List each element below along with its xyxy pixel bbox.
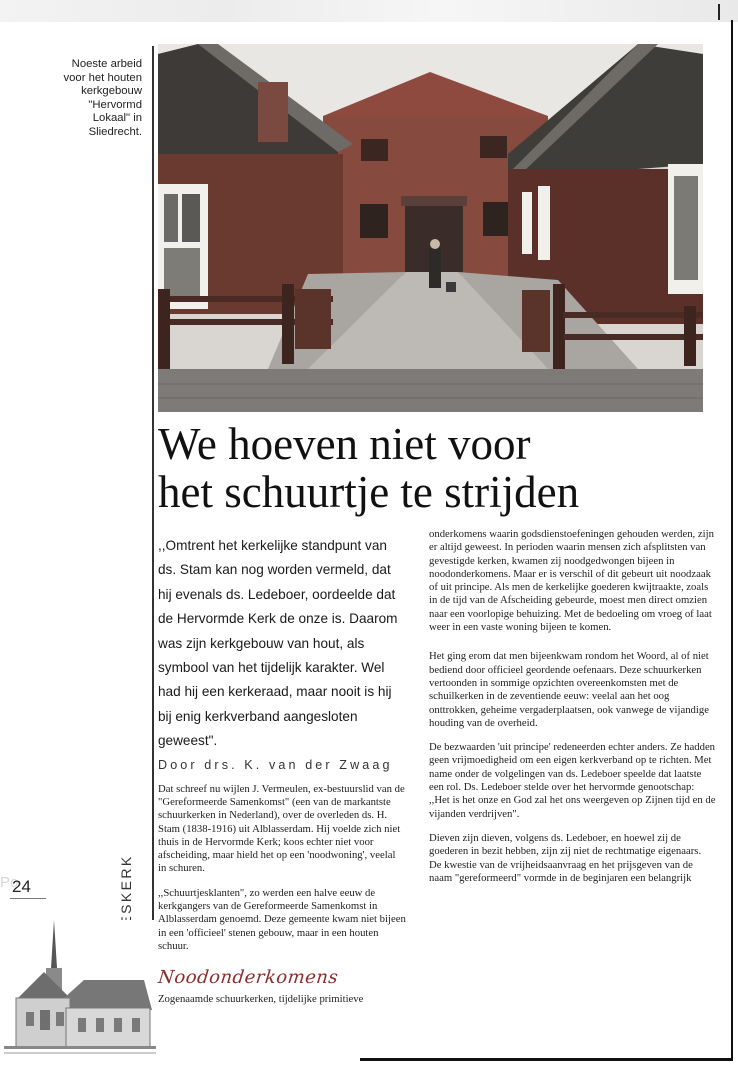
body-paragraph: onderkomens waarin godsdienstoefeningen gehouden werden, zijn er altijd geweest. In perioden waarin mensen zich afsplitsten van gevestigde kerken, kwamen zij noodgedwongen bijeen in noodonderkomens. Maar er is verschil of dit gebeurt uit noodzaak of uit principe. Als men de kerkelijke goederen kwijtraakte, zoals in de tijd van de Afscheiding gebeurde, moest men direct omzien naar een voorlopige behuizing. Met de bedoeling om vroeg of laat weer in een vaste woning bijeen te komen. [429,528,714,634]
church-illustration [4,920,156,1056]
right-margin-rule [731,20,733,1060]
page-number-rule [10,898,46,899]
page-number: 24 [12,877,31,896]
photo-illustration [158,44,703,412]
headline-line-1: We hoeven niet voor [158,419,531,469]
article-photo [158,44,703,412]
section-subhead: Noodonderkomens [157,967,340,989]
body-paragraph: Zogenaamde schuurkerken, tijdelijke primitieve [158,993,364,1006]
body-paragraph: ,,Schuurtjesklanten", zo werden een halve eeuw de kerkgangers van de Gereformeerde Samenkomst in Alblasserdam genoemd. Deze gemeente kwam niet bijeen in een 'officieel' stenen gebouw, maar in een houten schuur. [158,886,406,952]
body-paragraph: Dat schreef nu wijlen J. Vermeulen, ex-bestuurslid van de "Gereformeerde Samenkomst" (een van de markantste schuurkerken in Nederland), over de overleden ds. H. Stam (1838-1916) uit Alblasserdam. Hij voelde zich niet thuis in de Hervormde Kerk; koos echter niet voor afscheiding, maar hield het op een 'noodwoning', veelal in schuren. [158,782,405,875]
left-column [158,534,406,1007]
body-paragraph: Dieven zijn dieven, volgens ds. Ledeboer, en hoewel zij de goederen in bezit hebben, zijn zij niet de rechtmatige eigenaars. De kwestie van de vrijheidsaanvraag en het prijsgeven van de naam "gereformeerd" vormde in de beginjaren een belangrijk [429,831,702,884]
page-ghost-text: Po [0,874,19,891]
church-icon [4,920,156,1056]
body-paragraph: Het ging erom dat men bijeenkwam rondom het Woord, al of niet bediend door officieel geordende oefenaars. Deze schuurkerken vertoonden in sommige opzichten overeenkomsten met de schuilkerken in de zeventiende eeuw: veelal aan het oog onttrokken, geheime vergaderplaatsen, ook vanwege de vijandige houding van de overheid. [429,650,709,729]
bottom-rule [360,1058,733,1061]
right-column [429,528,716,885]
page-number-block [0,874,31,897]
lead-quote: ,,Omtrent het kerkelijke standpunt van ds. Stam kan nog worden vermeld, dat hij evenals ds. Ledeboer, oordeelde dat de Hervormde Kerk de onze is. Daarom was zijn kerkgebouw van hout, als symbool van het tijdelijk karakter. Wel had hij een kerkeraad, maar nooit is hij bij enig kerkverband aangesloten geweest". [158,538,398,749]
body-paragraph: De bezwaarden 'uit principe' redeneerden echter anders. Ze hadden geen vrijmoedigheid om een eigen kerkverband op te richten. Met name onder de volgelingen van ds. Ledeboer speelde dat laatste een rol. Ds. Ledeboer stelde over het hervormde genootschap: ,,Het is het onze en God zal het ons weergeven op Zijnen tijd en de vijanden verdrijven". [429,741,716,820]
caption-divider [152,46,154,1046]
photo-caption: Noeste arbeid voor het houten kerkgebouw "Hervormd Lokaal" in Sliedrecht. [63,58,142,138]
crop-mark [718,4,720,20]
headline-line-2: het schuurtje te strijden [158,467,580,517]
article-headline [158,420,718,516]
top-scan-strip [0,0,738,22]
byline: Door drs. K. van der Zwaag [158,757,393,772]
